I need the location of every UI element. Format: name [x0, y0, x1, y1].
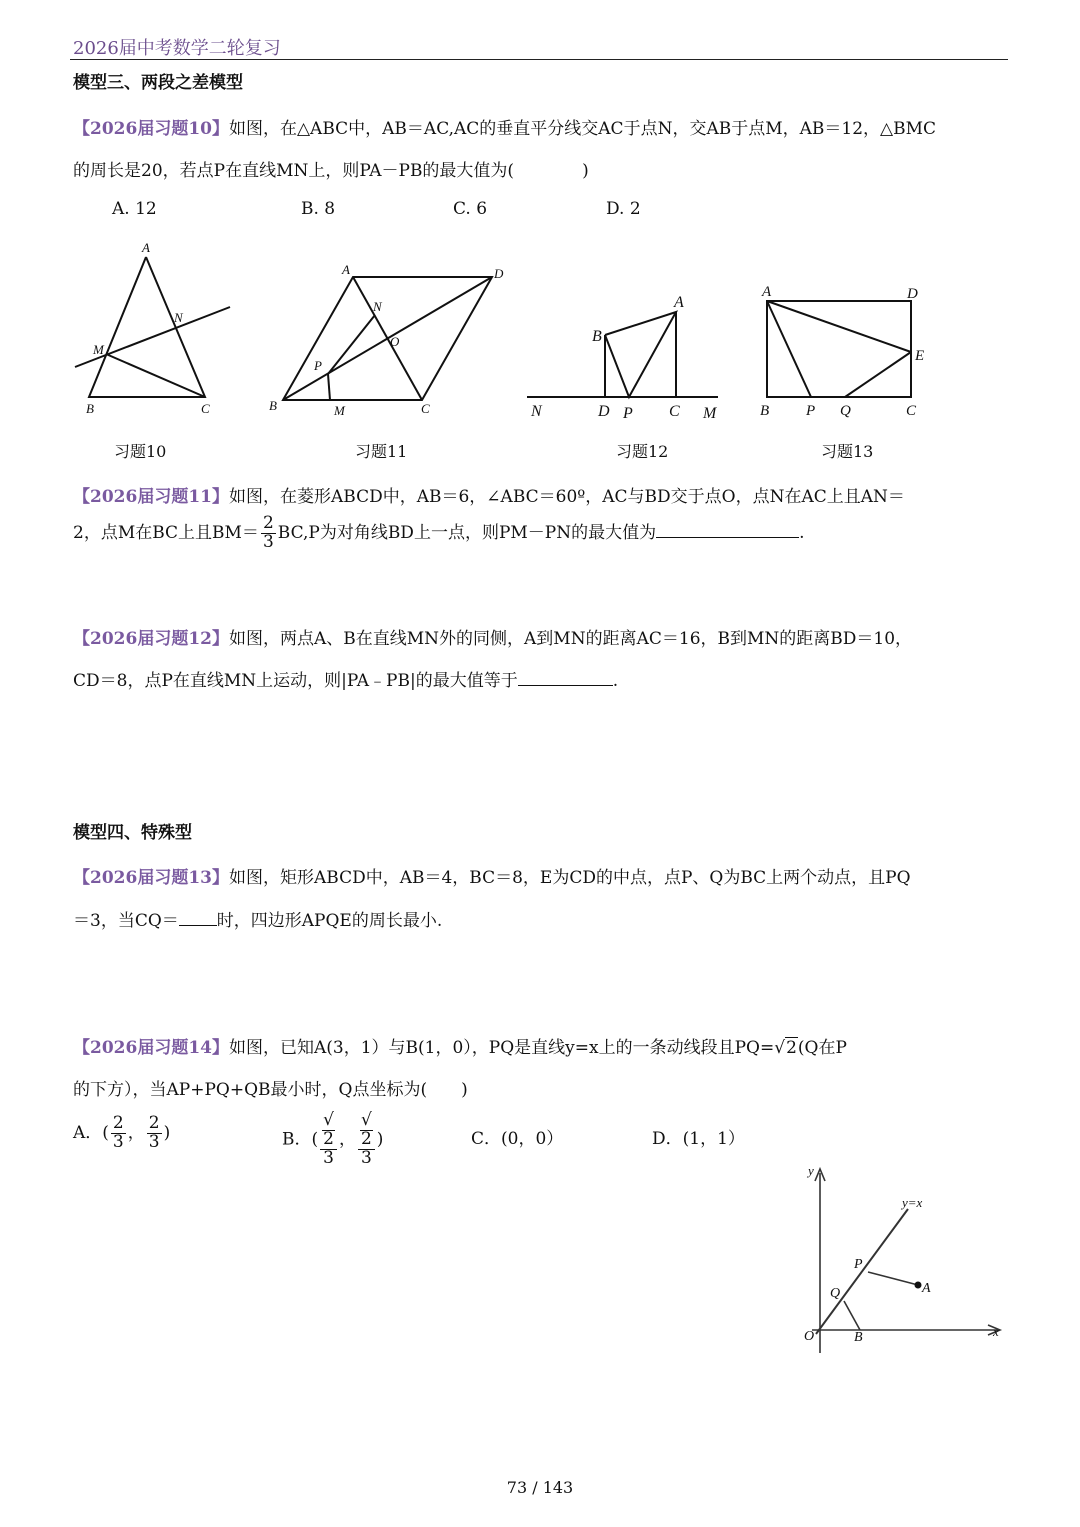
q10-tag: 【2026届习题10】 — [73, 119, 229, 139]
fig12-caption: 习题12 — [616, 442, 669, 461]
q14-option-c: C．(0，0） — [471, 1129, 564, 1149]
q14-optB-frac1 — [320, 1112, 337, 1168]
q13-text2-post: 时，四边形APQE的周长最小. — [216, 911, 443, 931]
fig11-label-n: N — [373, 299, 382, 314]
fig10-label-a: A — [142, 240, 150, 255]
fig10-caption: 习题10 — [114, 442, 167, 461]
fig10-label-c: C — [201, 401, 210, 416]
graph-label-p: P — [854, 1257, 863, 1272]
q14-optA-num2: 2 — [148, 1113, 160, 1133]
fig13-label-p: P — [806, 403, 816, 419]
fig12-label-p: P — [623, 405, 633, 422]
q11-line2 — [73, 515, 805, 552]
q12-answer-blank — [518, 684, 613, 686]
q14-optB-num1-wrap: √ 2 — [320, 1112, 337, 1150]
q14-option-b — [282, 1112, 383, 1168]
q10-line1 — [73, 114, 936, 139]
graph-label-x: x — [993, 1324, 999, 1339]
q14-optB-sep: ， — [338, 1129, 356, 1150]
q14-tag: 【2026届习题14】 — [73, 1038, 229, 1058]
q11-text2-end: . — [799, 522, 805, 543]
q10-option-c: C. 6 — [453, 199, 488, 219]
fig13-caption: 习题13 — [821, 442, 874, 461]
fig13-label-a: A — [762, 284, 772, 300]
q11-line1 — [73, 482, 905, 507]
fig10-label-n: N — [174, 310, 183, 325]
q12-text2: CD＝8，点P在直线MN上运动，则|PA﹣PB|的最大值等于 — [73, 671, 518, 691]
graph-label-y: y — [808, 1163, 814, 1178]
fig12-label-a: A — [674, 294, 684, 311]
section4-title: 模型四、特殊型 — [73, 823, 192, 843]
q10-option-a: A. 12 — [112, 199, 157, 219]
graph-label-a: A — [922, 1281, 931, 1296]
section3-title: 模型三、两段之差模型 — [73, 73, 243, 93]
fig13-label-c: C — [906, 403, 917, 419]
q14-option-d: D．(1，1） — [652, 1129, 745, 1149]
q11-text1: 如图，在菱形ABCD中，AB＝6，∠ABC＝60º，AC与BD交于点O，点N在AC上且AN＝ — [228, 487, 905, 507]
fig12-label-b: B — [592, 328, 602, 345]
fig10-diagram — [75, 257, 230, 397]
fig12-label-d: D — [598, 403, 610, 420]
q14-optB-den2: 3 — [360, 1147, 372, 1168]
q14-optB-frac2 — [358, 1112, 375, 1168]
q14-line1: 【2026届习题14】如图，已知A(3，1）与B(1，0），PQ是直线y=x上的一条动线段且PQ=√2(Q在P — [73, 1038, 847, 1058]
fig11-label-c: C — [421, 401, 430, 416]
fig12-label-c: C — [669, 403, 680, 420]
segment-QB — [844, 1301, 860, 1330]
fig12-diagram — [527, 312, 718, 397]
q14-optA-num1: 2 — [112, 1113, 124, 1133]
q14-optA-frac1 — [111, 1115, 126, 1152]
fig12-label-n: N — [531, 403, 542, 420]
fig13-label-e: E — [915, 348, 925, 364]
q13-text1: 如图，矩形ABCD中，AB＝4，BC＝8，E为CD的中点，点P、Q为BC上两个动点，且PQ — [228, 868, 911, 888]
q14-optA-den2: 3 — [148, 1131, 160, 1152]
q12-text1: 如图，两点A、B在直线MN外的同侧，A到MN的距离AC＝16，B到MN的距离BD＝10， — [228, 629, 913, 649]
segment-PA — [868, 1272, 918, 1285]
q14-optB-den1: 3 — [323, 1147, 334, 1168]
q11-frac-num: 2 — [262, 513, 274, 533]
q14-optB-num2: 2 — [360, 1128, 372, 1149]
q14-optA-sep: ， — [127, 1122, 145, 1143]
graph-label-b: B — [854, 1330, 863, 1345]
q11-text2-pre: 2，点M在BC上且BM＝ — [73, 522, 259, 543]
figures-row — [0, 230, 1080, 430]
q14-optB-post: ) — [376, 1129, 384, 1150]
q10-option-b: B. 8 — [301, 199, 336, 219]
q11-fraction — [261, 515, 276, 552]
fig11-label-p: P — [314, 358, 322, 373]
q14-optA-frac2 — [147, 1115, 162, 1152]
fig11-label-d: D — [494, 266, 504, 281]
fig13-label-b: B — [760, 403, 770, 419]
fig10-label-b: B — [86, 401, 94, 416]
q13-line1 — [73, 863, 911, 888]
graph-label-o: O — [804, 1329, 815, 1344]
q14-optA-post: ) — [163, 1122, 171, 1143]
q12-tag: 【2026届习题12】 — [73, 629, 229, 649]
q12-text2-end: . — [612, 671, 619, 691]
q13-line2 — [73, 906, 442, 931]
q14-text1-post: (Q在P — [797, 1038, 847, 1058]
fig13-diagram — [767, 301, 911, 397]
q10-line2: 的周长是20，若点P在直线MN上，则PA－PB的最大值为( ) — [73, 161, 589, 181]
q13-text2-pre: ＝3，当CQ＝ — [73, 911, 179, 931]
fig11-label-a: A — [342, 262, 350, 277]
fig11-diagram — [283, 277, 492, 400]
q11-tag: 【2026届习题11】 — [73, 487, 229, 507]
q14-graph — [790, 1155, 1020, 1365]
q14-text1-pre: 如图，已知A(3，1）与B(1，0），PQ是直线y=x上的一条动线段且PQ= — [228, 1038, 775, 1058]
q14-optA-pre: A．( — [73, 1122, 109, 1143]
q11-text2-post: BC,P为对角线BD上一点，则PM－PN的最大值为 — [277, 522, 657, 543]
header-title: 2026届中考数学二轮复习 — [73, 38, 281, 59]
fig10-label-m: M — [93, 342, 104, 357]
point-A — [915, 1282, 922, 1289]
q14-optB-pre: B．( — [282, 1129, 319, 1150]
q12-line2 — [73, 666, 618, 691]
fig13-label-d: D — [907, 286, 918, 302]
header-rule — [70, 59, 1008, 60]
q14-optB-num2-wrap: √ 2 — [358, 1112, 375, 1150]
fig11-caption: 习题11 — [355, 442, 408, 461]
fig13-label-q: Q — [840, 403, 851, 419]
fig11-label-o: O — [390, 334, 400, 349]
q14-optA-den1: 3 — [112, 1131, 124, 1152]
q14-option-a — [73, 1115, 170, 1152]
q13-tag: 【2026届习题13】 — [73, 868, 229, 888]
graph-label-q: Q — [830, 1286, 841, 1301]
q14-optB-num1: 2 — [323, 1128, 334, 1149]
page-number: 73 / 143 — [506, 1478, 574, 1497]
q10-option-d: D. 2 — [606, 199, 641, 219]
q10-text1: 如图，在△ABC中，AB＝AC,AC的垂直平分线交AC于点N，交AB于点M，AB＝12，△BMC — [228, 119, 937, 139]
q14-sqrt: 2 — [786, 1038, 797, 1058]
q11-answer-blank — [656, 536, 799, 538]
fig11-label-m: M — [334, 403, 345, 418]
q12-line1 — [73, 624, 912, 649]
q14-line2: 的下方），当AP+PQ+QB最小时，Q点坐标为( ) — [73, 1080, 468, 1100]
fig12-label-m: M — [703, 405, 717, 422]
graph-label-line: y=x — [902, 1195, 923, 1210]
fig11-label-b: B — [269, 398, 277, 413]
q11-frac-den: 3 — [262, 531, 274, 552]
q13-answer-blank — [179, 924, 217, 926]
